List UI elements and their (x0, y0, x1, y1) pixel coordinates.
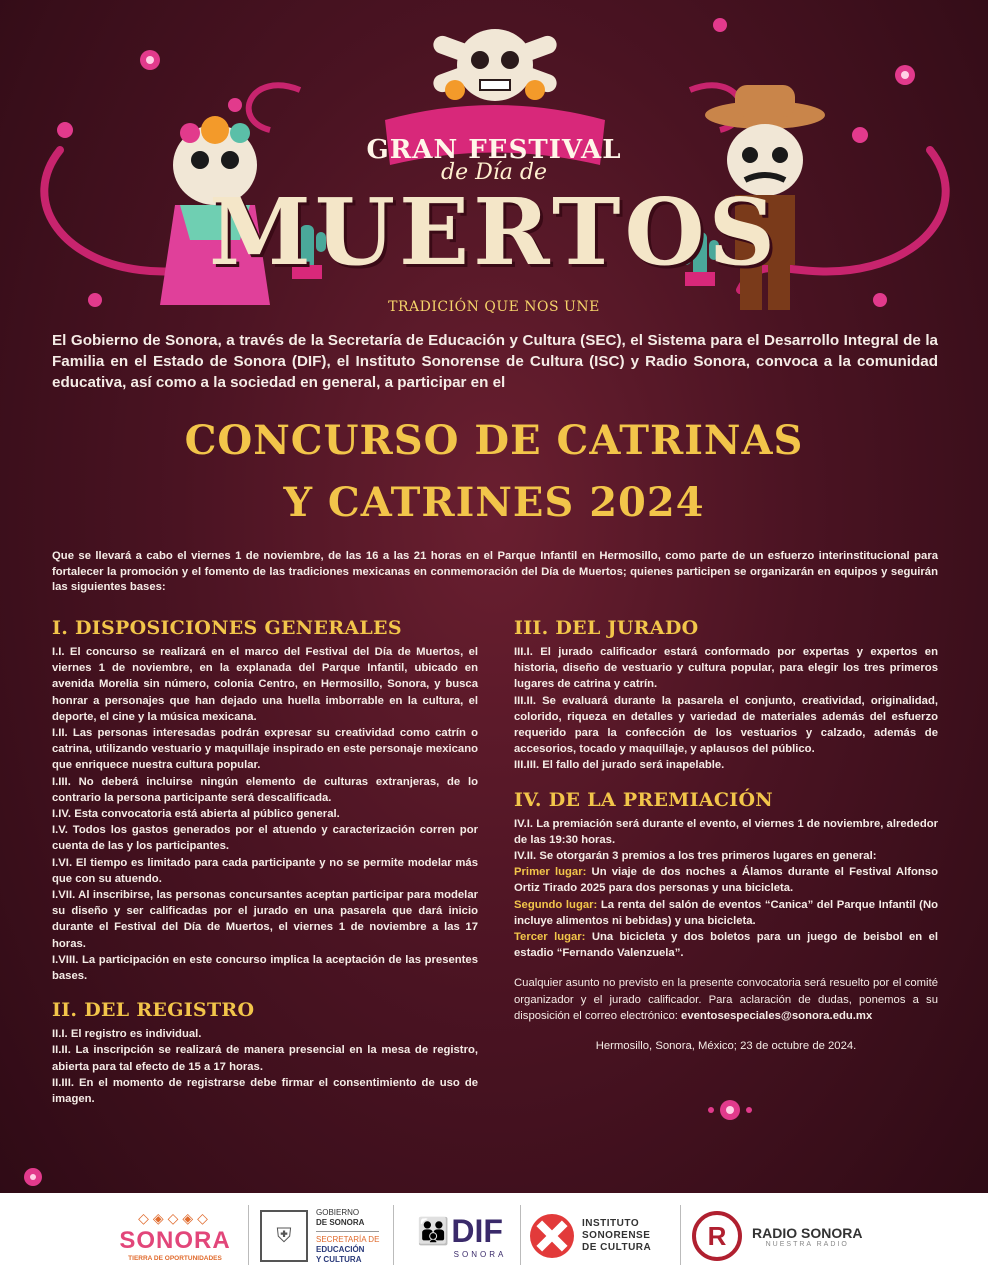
dif-wordmark: DIF (451, 1213, 503, 1249)
rule-item: III.I. El jurado calificador estará conformado por expertas y expertos en historia, diseño de vestuario y cultura popular, para elegir los tres primeros lugares de catrina y catrín. (514, 646, 938, 691)
radio-wordmark: RADIO SONORA (752, 1224, 863, 1241)
festival-main-title: MUERTOS (208, 178, 780, 286)
prize-third (514, 929, 938, 961)
rule-item: I.IV. Esta convocatoria está abierta al público general. (52, 808, 340, 821)
prize-second (514, 897, 938, 929)
isc-emblem-icon (530, 1214, 574, 1258)
rule-item: II.II. La inscripción se realizará de manera presencial en la mesa de registro, abierta para tal efecto de 15 a 17 horas. (52, 1044, 478, 1073)
place-date: Hermosillo, Sonora, México; 23 de octubre de 2024. (595, 1040, 857, 1053)
contest-title-line1: CONCURSO DE CATRINAS (184, 417, 804, 464)
rule-item: III.II. Se evaluará durante la pasarela el conjunto, creatividad, originalidad, colorido, riqueza en detalles y variedad de materiales además del esfuerzo requerido para la confección de los vestuarios y calzado, además de accesorios, tocado y maquillaje, y aplausos del público. (514, 694, 938, 756)
festival-tagline: TRADICIÓN QUE NOS UNE (388, 299, 600, 315)
sec-label: SECRETARÍA DE (316, 1234, 380, 1244)
rule-item: II.I. El registro es individual. (52, 1028, 202, 1041)
festival-banner-title: GRAN FESTIVAL (366, 135, 622, 165)
prize-text: La renta del salón de eventos “Canica” del Parque Infantil (No incluye alimentos ni bebidas) y una bicicleta. (514, 898, 938, 927)
radio-sonora-logo (692, 1203, 882, 1269)
radio-emblem-icon: R (692, 1211, 742, 1261)
prize-label: Tercer lugar: (514, 931, 586, 944)
coat-of-arms-icon: ⛨ (260, 1210, 308, 1262)
section-title-general: I. DISPOSICIONES GENERALES (52, 617, 402, 639)
sonora-logo (110, 1203, 240, 1269)
rule-item: I.II. Las personas interesadas podrán expresar su creatividad como catrín o catrina, utilizando vestuario y maquillaje inspirado en este personaje mexicano que enriquece nuestra cultura popular. (52, 727, 478, 772)
dif-subtitle: SONORA (453, 1250, 507, 1259)
skull-icon (431, 29, 559, 101)
isc-logo (530, 1203, 670, 1269)
rule-item: I.V. Todos los gastos generados por el atuendo y caracterización corren por cuenta de las y los participantes. (52, 824, 478, 853)
rule-item: I.III. No deberá incluirse ningún elemento de culturas extranjeras, de lo contrario la persona participante será descalificada. (52, 775, 478, 804)
flower-icon (15, 1162, 51, 1192)
radio-tagline: NUESTRA RADIO (765, 1240, 849, 1248)
sonora-tagline: TIERRA DE OPORTUNIDADES (128, 1255, 222, 1262)
rule-item: IV.I. La premiación será durante el evento, el viernes 1 de noviembre, alrededor de las 19:30 horas. (514, 817, 939, 846)
closing-paragraph (514, 975, 938, 1024)
prize-text: Una bicicleta y dos boletos para un juego de beisbol en el estadio “Fernando Valenzuela”. (514, 931, 938, 960)
family-icon: 👪 (417, 1216, 450, 1246)
section-title-jurado: III. DEL JURADO (514, 617, 699, 639)
sonora-pattern-icon: ◇◈◇◈◇ (138, 1210, 212, 1226)
isc-label: INSTITUTO (582, 1218, 640, 1229)
sec-label: EDUCACIÓN (316, 1244, 365, 1254)
right-column (514, 616, 938, 1054)
flower-icon (705, 1090, 755, 1130)
prize-first (514, 864, 938, 896)
rule-item: IV.II. Se otorgarán 3 premios a los tres primeros lugares en general: (514, 850, 877, 863)
intro-paragraph: El Gobierno de Sonora, a través de la Secretaría de Educación y Cultura (SEC), el Sistema para el Desarrollo Integral de la Familia en el Estado de Sonora (DIF), el Instituto Sonorense de Cultura (ISC) y Radio Sonora, convoca a la comunidad educativa, así como a la sociedad en general, a participar en el (52, 332, 938, 391)
left-column (52, 616, 478, 1107)
sec-logo (260, 1203, 385, 1269)
prize-label: Primer lugar: (514, 866, 587, 879)
contest-title (0, 410, 988, 534)
isc-label: SONORENSE (582, 1230, 651, 1241)
rule-item: I.VII. Al inscribirse, las personas concursantes aceptan participar para modelar su diseño y ser calificadas por el jurado en una pasarela que dará inicio durante el Festival del Día de Muertos, el viernes 1 de noviembre a las 17 horas. (52, 889, 478, 950)
rule-item: I.VIII. La participación en este concurso implica la aceptación de las presentes bases. (52, 953, 478, 983)
closing-text: Cualquier asunto no previsto en la presente convocatoria será resuelto por el comité organizador y el jurado calificador. Para aclaración de dudas, ponemos a su disposición el correo electrónico: (514, 977, 938, 1022)
rule-item: I.I. El concurso se realizará en el marco del Festival del Día de Muertos, el viernes 1 de noviembre, en la explanada del Parque Infantil, ubicado en avenida Morelia sin número, colonia Centro, en Hermosillo, Sonora, y busca honrar a personajes que han dejado una huella imborrable en la cultura, el deporte, el cine y la música mexicana. (52, 646, 478, 723)
prize-text: Un viaje de dos noches a Álamos durante el Festival Alfonso Ortiz Tirado 2025 para dos personas y una bicicleta. (514, 866, 938, 895)
rule-item: II.III. En el momento de registrarse debe firmar el consentimiento de uso de imagen. (52, 1076, 478, 1106)
prize-label: Segundo lugar: (514, 898, 598, 911)
rule-item: I.VI. El tiempo es limitado para cada participante y no se permite modelar más que con su atuendo. (52, 856, 478, 885)
isc-label: DE CULTURA (582, 1242, 652, 1253)
sonora-wordmark: SONORA (119, 1227, 231, 1254)
section-title-premiacion: IV. DE LA PREMIACIÓN (514, 788, 773, 811)
sec-label: Y CULTURA (316, 1254, 362, 1264)
rule-item: III.III. El fallo del jurado será inapelable. (514, 759, 725, 772)
festival-banner-subtitle: de Día de (441, 160, 547, 185)
description-paragraph: Que se llevará a cabo el viernes 1 de noviembre, de las 16 a las 21 horas en el Parque Infantil en Hermosillo, como parte de un esfuerzo interinstitucional para fortalecer la promoción y el fomento de las tradiciones mexicanas en conmemoración del Día de Muertos; quienes participen se organizarán en equipos y seguirán las siguientes bases: (52, 550, 938, 593)
contact-email-link[interactable]: eventosespeciales@sonora.edu.mx (681, 1009, 873, 1022)
gob-label: DE SONORA (316, 1217, 365, 1227)
dif-logo (405, 1203, 515, 1269)
gob-label: GOBIERNO (316, 1207, 360, 1217)
section-title-registro: II. DEL REGISTRO (52, 999, 255, 1022)
sponsor-logo-bar (0, 1193, 988, 1280)
contest-title-line2: Y CATRINES 2024 (283, 479, 705, 526)
